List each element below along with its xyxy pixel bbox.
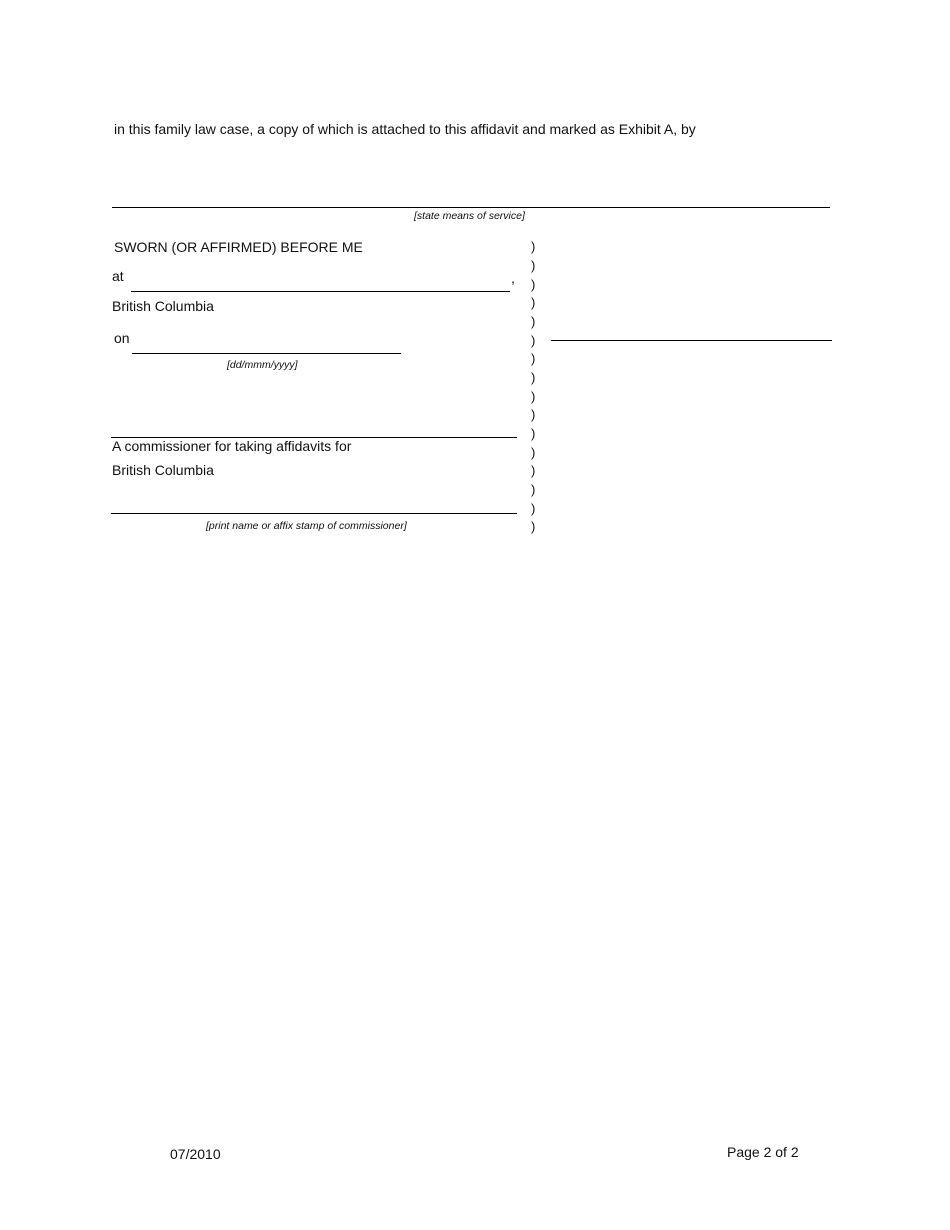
paren: ): [531, 258, 536, 273]
paren: ): [531, 519, 536, 534]
paren: ): [531, 370, 536, 385]
paren: ): [531, 314, 536, 329]
paren: ): [531, 277, 536, 292]
deponent-signature-field[interactable]: [551, 340, 832, 341]
page-number: Page 2 of 2: [727, 1144, 799, 1160]
at-label: at: [112, 268, 124, 284]
date-caption: [dd/mmm/yyyy]: [227, 359, 298, 371]
commissioner-name-field[interactable]: [111, 513, 517, 514]
province-label: British Columbia: [112, 298, 214, 314]
at-comma: ,: [511, 270, 515, 286]
paren: ): [531, 239, 536, 254]
service-means-field[interactable]: [112, 207, 830, 208]
paren: ): [531, 295, 536, 310]
commissioner-caption: [print name or affix stamp of commissioner]: [206, 520, 407, 532]
commissioner-label-1: A commissioner for taking affidavits for: [112, 438, 352, 454]
paren: ): [531, 351, 536, 366]
paren: ): [531, 445, 536, 460]
paren: ): [531, 333, 536, 348]
date-field[interactable]: [132, 353, 401, 354]
paren: ): [531, 426, 536, 441]
paren: ): [531, 389, 536, 404]
form-date: 07/2010: [170, 1146, 221, 1162]
paren: ): [531, 501, 536, 516]
commissioner-label-2: British Columbia: [112, 462, 214, 478]
location-field[interactable]: [131, 291, 510, 292]
paren: ): [531, 463, 536, 478]
on-label: on: [114, 330, 130, 346]
service-caption: [state means of service]: [414, 210, 525, 222]
sworn-label: SWORN (OR AFFIRMED) BEFORE ME: [114, 239, 363, 255]
paren: ): [531, 407, 536, 422]
paren: ): [531, 482, 536, 497]
intro-text: in this family law case, a copy of which is attached to this affidavit and marked as Exhibit A, by: [114, 121, 696, 137]
